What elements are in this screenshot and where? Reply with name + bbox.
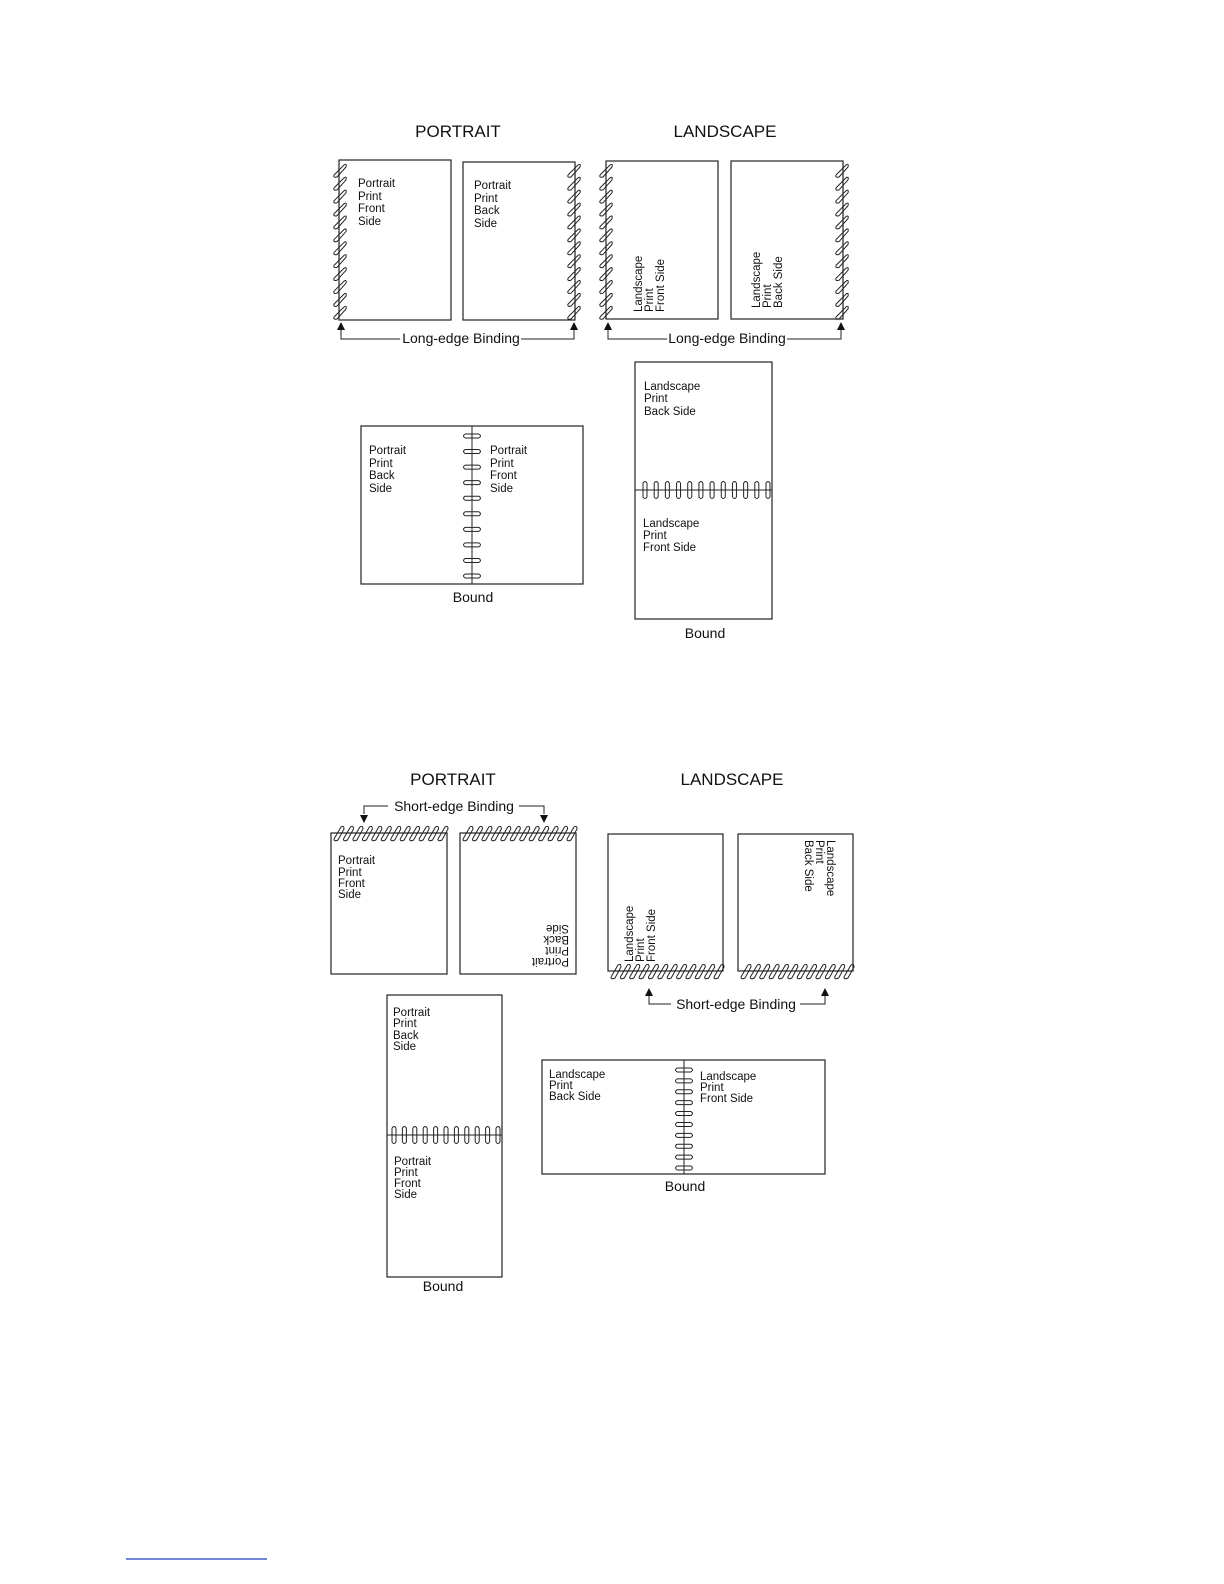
portrait-front-page-top: [334, 160, 451, 320]
arrow-up-icon: [837, 322, 845, 330]
page-text-front: Landscape Print Front Side: [700, 1071, 757, 1105]
bound-label: Bound: [452, 589, 494, 605]
page-text-back: Portrait Print Back Side: [393, 1007, 431, 1053]
bound-label: Bound: [664, 1178, 706, 1194]
page-text: Landscape Print Back Side: [751, 251, 785, 308]
page-text: Portrait Print Back Side: [474, 180, 512, 230]
landscape-bound-book-top: [635, 362, 772, 641]
page-text: Landscape Print Back Side: [802, 840, 836, 897]
page-text: Landscape Print Front Side: [624, 905, 658, 962]
page-text: Portrait Print Front Side: [338, 855, 376, 901]
long-edge-section: [334, 122, 848, 641]
bound-label: Bound: [422, 1278, 464, 1294]
page-text: Portrait Print Front Side: [358, 178, 396, 228]
arrow-down-icon: [540, 815, 548, 823]
landscape-back-page-bottom: [738, 834, 854, 979]
portrait-bound-book-top: [361, 426, 583, 605]
page-text-back: Landscape Print Back Side: [644, 381, 701, 418]
short-edge-section: [331, 770, 854, 1294]
binding-label: Long-edge Binding: [668, 330, 786, 346]
arrow-up-icon: [821, 988, 829, 996]
portrait-long-edge-bracket: [337, 322, 578, 346]
landscape-long-edge-bracket: [604, 322, 845, 346]
arrow-up-icon: [570, 322, 578, 330]
page-text-front: Portrait Print Front Side: [394, 1156, 432, 1201]
landscape-bound-book-bottom: [542, 1060, 825, 1194]
landscape-heading-bottom: LANDSCAPE: [680, 770, 784, 789]
arrow-up-icon: [337, 322, 345, 330]
binding-label: Short-edge Binding: [394, 798, 514, 814]
portrait-front-page-bottom: [331, 826, 448, 974]
page-text-front: Landscape Print Front Side: [643, 518, 700, 554]
page-text-front: Portrait Print Front Side: [490, 445, 528, 495]
portrait-bound-book-bottom: [387, 995, 502, 1294]
binding-label: Short-edge Binding: [676, 996, 796, 1012]
page-text-back: Landscape Print Back Side: [549, 1069, 606, 1103]
landscape-back-page-top: [731, 161, 848, 319]
portrait-short-edge-bracket: [360, 798, 548, 823]
page-text: Landscape Print Front Side: [633, 255, 667, 312]
arrow-up-icon: [645, 988, 653, 996]
landscape-front-page-bottom: [608, 834, 724, 979]
page-text-back: Portrait Print Back Side: [369, 445, 407, 495]
arrow-up-icon: [604, 322, 612, 330]
portrait-back-page-top: [463, 162, 580, 320]
page-text: Portrait Print Back Side: [531, 922, 569, 967]
portrait-heading-top: PORTRAIT: [415, 122, 501, 141]
bound-label: Bound: [684, 625, 726, 641]
arrow-down-icon: [360, 815, 368, 823]
landscape-short-edge-bracket: [645, 988, 829, 1012]
portrait-heading-bottom: PORTRAIT: [410, 770, 496, 789]
landscape-front-page-top: [600, 161, 718, 319]
portrait-back-page-bottom: [460, 826, 577, 974]
landscape-heading-top: LANDSCAPE: [673, 122, 777, 141]
binding-label: Long-edge Binding: [402, 330, 520, 346]
